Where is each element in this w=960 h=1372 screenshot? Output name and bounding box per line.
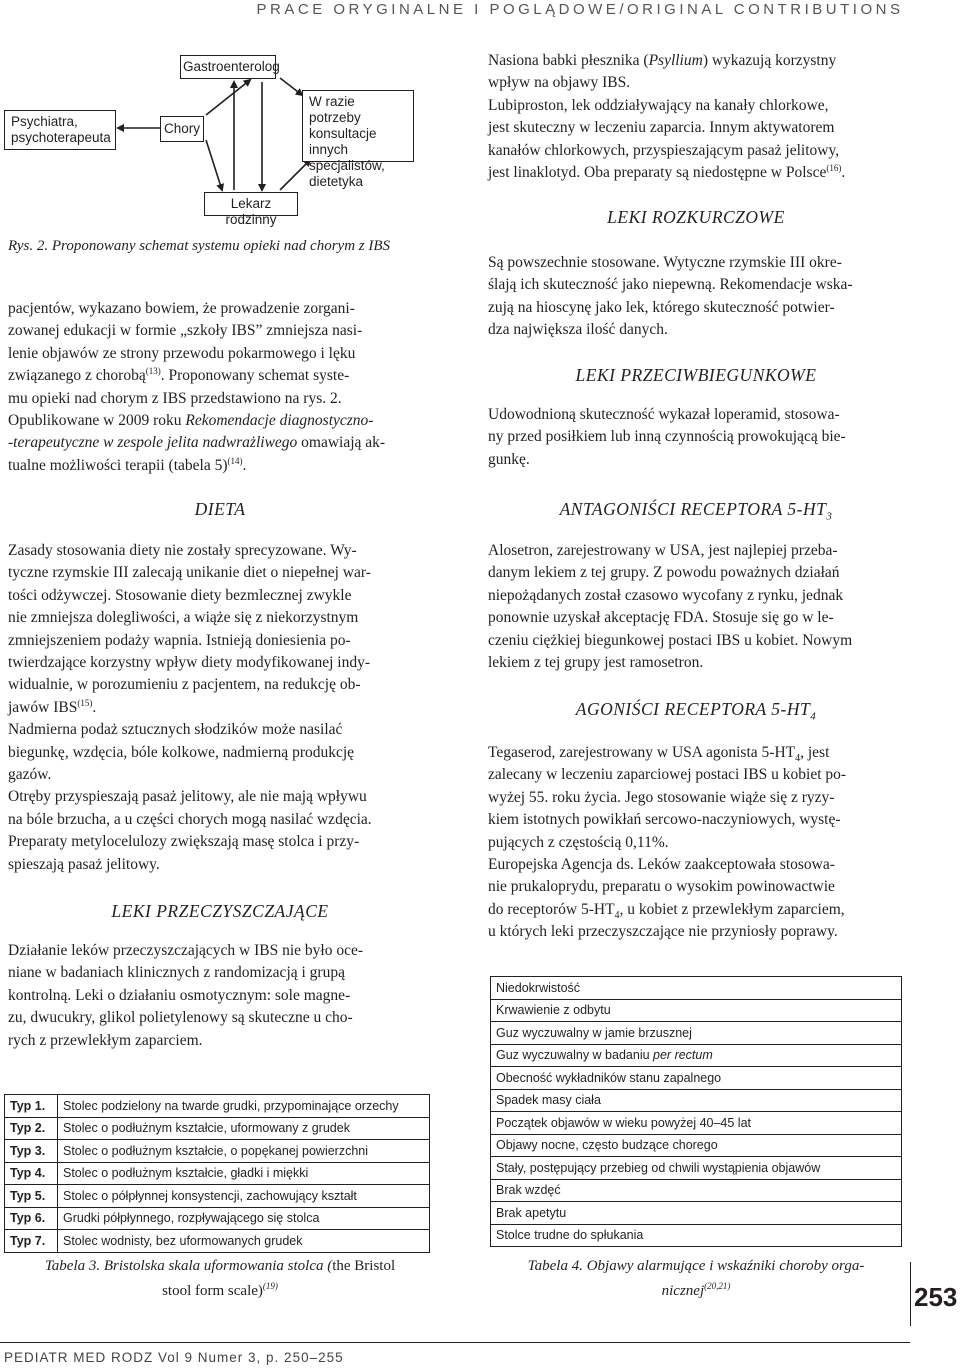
box-lekarz-rodzinny-label: Lekarz rodzinny — [225, 196, 277, 227]
heading-agonisci: AGONIŚCI RECEPTORA $5-HT_4$ — [575, 699, 817, 723]
bristol-description: Stolec o podłużnym kształcie, uformowany z grudek — [58, 1117, 430, 1140]
table-row — [491, 1134, 902, 1157]
table-row — [5, 1095, 430, 1118]
bristol-type: Typ 6. — [5, 1207, 58, 1230]
right-intro-paragraph: Nasiona babki płesznika (Psyllium) wykazują korzystny wpływ na objawy IBS. Lubiproston, lek oddziaływający na kanały chlorkowe, jest skuteczny w leczeniu zaparcia. Innym aktywatorem kanałów chlorkowych, przyspieszającym pasaż jelitowy, jest linaklotyd. Oba preparaty są niedostępne w Polsce$^{(16)}$. — [488, 52, 846, 182]
bristol-type: Typ 4. — [5, 1162, 58, 1185]
box-chory — [160, 116, 204, 142]
table4-caption: Tabela 4. Objawy alarmujące i wskaźniki choroby orga- nicznej$^{(20,21)}$ — [527, 1258, 865, 1299]
running-title: PRACE ORYGINALNE I POGLĄDOWE/ORIGINAL CONTRIBUTIONS — [256, 1, 904, 18]
alarm-symptom: Spadek masy ciała — [491, 1089, 902, 1112]
heading-leki-rozkurczowe: LEKI ROZKURCZOWE — [607, 207, 785, 227]
box-lekarz-rodzinny — [204, 192, 298, 227]
footer-rule — [0, 1342, 910, 1343]
table-row — [491, 1202, 902, 1225]
table-row — [491, 1157, 902, 1180]
right-column-rozkurczowe — [488, 252, 904, 342]
right-column-antagonisci — [488, 540, 904, 674]
left-column-dieta — [8, 540, 432, 876]
bristol-type: Typ 1. — [5, 1095, 58, 1118]
arrow-gastro-konsult — [280, 78, 302, 95]
figure-caption: Rys. 2. Proponowany schemat systemu opieki nad chorym z IBS — [8, 238, 391, 254]
box-konsultacje-line2: konsultacje innych — [309, 126, 377, 157]
right-column-przeciwbiegunkowe — [488, 404, 904, 471]
bristol-scale-table — [4, 1094, 430, 1253]
box-psychiatra — [4, 110, 116, 150]
left-column-przeczyszczajace — [8, 940, 432, 1052]
alarm-symptom: Stały, postępujący przebieg od chwili wystąpienia objawów — [491, 1157, 902, 1180]
table-row — [491, 1022, 902, 1045]
table-row — [491, 977, 902, 1000]
box-psychiatra-line2: psychoterapeuta — [11, 130, 111, 145]
heading-antagonisci: ANTAGONIŚCI RECEPTORA $5-HT_3$ — [559, 499, 833, 523]
bristol-description: Stolec podzielony na twarde grudki, przypominające orzechy — [58, 1095, 430, 1118]
alarm-symptom: Brak wzdęć — [491, 1179, 902, 1202]
table-row — [5, 1185, 430, 1208]
alarm-symptom: Brak apetytu — [491, 1202, 902, 1225]
dieta-paragraph: Zasady stosowania diety nie zostały sprecyzowane. Wy- tyczne rzymskie III zalecają unikanie diet o niepełnej war- tości odżywczej. Stosowanie diety bezmlecznej zwykle nie zmniejsza dolegliwości, a wiąże się z niekorzystnym zmniejszeniem podaży wapnia. Istnieją doniesienia po- twierdzające korzystny wpływ diety modyfikowanej indy- widualnie, w porozumieniu z pacjentem, na redukcję ob- jawów IBS$^{(15)}$. Nadmierna podaż sztucznych słodzików może nasilać biegunkę, wzdęcia, bóle kolkowe, nadmierną produkcję gazów. Otręby przyspieszają pasaż jelitowy, ale nie mają wpływu na bóle brzucha, a u części chorych mogą nasilać wzdęcia. Preparaty metylocelulozy zwiększają masę stolca i przy- spieszają pasaż jelitowy. — [8, 542, 372, 873]
antagonisci-paragraph: Alosetron, zarejestrowany w USA, jest najlepiej przeba- danym lekiem z tej grupy. Z powodu poważnych działań niepożądanych został czasowo wycofany z rynku, jednak ponownie uzyskał akceptację FDA. Stosuje się go w le- czeniu ciężkiej biegunkowej postaci IBS u kobiet. Nowym lekiem z tej grupy jest ramosetron. — [488, 542, 853, 672]
alarm-symptom: Objawy nocne, często budzące chorego — [491, 1134, 902, 1157]
bristol-type: Typ 5. — [5, 1185, 58, 1208]
alarm-symptom: Początek objawów w wieku powyżej 40–45 lat — [491, 1112, 902, 1135]
right-column-agonisci — [488, 742, 904, 944]
alarm-symptom: Stolce trudne do spłukania — [491, 1224, 902, 1247]
przeczyszczajace-paragraph: Działanie leków przeczyszczających w IBS nie było oce- niane w badaniach klinicznych z randomizacją i grupą kontrolną. Leki o działaniu osmotycznym: sole magne- zu, dwucukry, glikol polietylenowy są skuteczne u cho- rych z przewlekłym zaparciem. — [8, 942, 364, 1049]
right-column-intro — [488, 50, 904, 184]
journal-footer: PEDIATR MED RODZ Vol 9 Numer 3, p. 250–255 — [4, 1350, 344, 1365]
table-row — [491, 1179, 902, 1202]
alarm-symptoms-table — [490, 976, 902, 1247]
rozkurczowe-paragraph: Są powszechnie stosowane. Wytyczne rzymskie III okre- ślają ich skuteczność jako niepewną. Rekomendacje wska- zują na hioscynę jako lek, którego skuteczność potwier- dza największa ilość danych. — [488, 254, 853, 339]
left-intro-paragraph: pacjentów, wykazano bowiem, że prowadzenie zorgani- zowanej edukacji w formie „szkoły IBS” zmniejsza nasi- lenie objawów ze strony przewodu pokarmowego i lęku związanego z chorobą$^{(13)}$. Proponowany schemat syste- mu opieki nad chorym z IBS przedstawiono na rys. 2. Opublikowane w 2009 roku Rekomendacje diagnostyczno- -terapeutyczne w zespole jelita nadwrażliwego omawiają ak- tualne możliwości terapii (tabela 5)$^{(14)}$. — [8, 300, 386, 474]
bristol-description: Stolec o podłużnym kształcie, o popękanej powierzchni — [58, 1140, 430, 1163]
table-row — [5, 1207, 430, 1230]
alarm-symptom: Niedokrwistość — [491, 977, 902, 1000]
table-row — [491, 1089, 902, 1112]
table-row — [491, 999, 902, 1022]
table-row — [5, 1162, 430, 1185]
bristol-description: Stolec o półpłynnej konsystencji, zachowujący kształt — [58, 1185, 430, 1208]
arrow-lekarz-konsult — [280, 160, 310, 190]
table-row — [491, 1224, 902, 1247]
agonisci-paragraph: Tegaserod, zarejestrowany w USA agonista $5-HT_4$, jest zalecany w leczeniu zaparciowej postaci IBS u kobiet po- wyżej 55. roku życia. Jego stosowanie wiąże się z ryzy- kiem istotnych powikłań sercowo-naczyniowych, wystę- pujących z częstością 0,11%. Europejska Agencja ds. Leków zaakceptowała stosowa- nie prukaloprydu, preparatu o wysokim powinowactwie do receptorów $5-HT_4$, u kobiet z przewlekłym zaparciem, u których leki przeczyszczające nie przyniosły poprawy. — [488, 744, 847, 941]
page-number-rule — [910, 1262, 911, 1326]
bristol-description: Stolec o podłużnym kształcie, gładki i miękki — [58, 1162, 430, 1185]
alarm-symptom: Guz wyczuwalny w badaniu per rectum — [491, 1044, 902, 1067]
table-row — [5, 1230, 430, 1253]
heading-leki-przeciwbiegunkowe: LEKI PRZECIWBIEGUNKOWE — [575, 365, 817, 385]
bristol-type: Typ 2. — [5, 1117, 58, 1140]
table-row — [5, 1140, 430, 1163]
box-konsultacje-line1: W razie potrzeby — [309, 94, 361, 125]
przeciwbiegunkowe-paragraph: Udowodnioną skuteczność wykazał loperamid, stosowa- ny przed posiłkiem lub inną czynnością prowokującą bie- gunkę. — [488, 406, 846, 468]
alarm-symptom: Krwawienie z odbytu — [491, 999, 902, 1022]
table-row — [5, 1117, 430, 1140]
bristol-description: Stolec wodnisty, bez uformowanych grudek — [58, 1230, 430, 1253]
table-row — [491, 1044, 902, 1067]
bristol-description: Grudki półpłynnego, rozpływającego się stolca — [58, 1207, 430, 1230]
arrow-chory-lekarz — [206, 140, 222, 190]
box-konsultacje-line4: dietetyka — [309, 174, 364, 189]
heading-leki-przeczyszczajace: LEKI PRZECZYSZCZAJĄCE — [111, 901, 329, 921]
table-row — [491, 1067, 902, 1090]
box-psychiatra-line1: Psychiatra, — [11, 114, 78, 129]
box-konsultacje — [302, 90, 414, 189]
table-row — [491, 1112, 902, 1135]
arrow-chory-gastro — [206, 80, 250, 115]
page-number: 253 — [914, 1282, 958, 1312]
bristol-type: Typ 7. — [5, 1230, 58, 1253]
box-gastroenterolog-label: Gastroenterolog — [183, 59, 280, 74]
alarm-symptom: Obecność wykładników stanu zapalnego — [491, 1067, 902, 1090]
alarm-symptom: Guz wyczuwalny w jamie brzusznej — [491, 1022, 902, 1045]
left-column-intro — [8, 298, 432, 477]
box-konsultacje-line3: specjalistów, — [309, 158, 385, 173]
box-chory-label: Chory — [164, 121, 201, 136]
table3-caption: Tabela 3. Bristolska skala uformowania stolca (the Bristol stool form scale)$^{(19)}$ — [44, 1258, 396, 1299]
bristol-type: Typ 3. — [5, 1140, 58, 1163]
box-gastroenterolog — [180, 55, 280, 79]
heading-dieta: DIETA — [194, 499, 246, 519]
